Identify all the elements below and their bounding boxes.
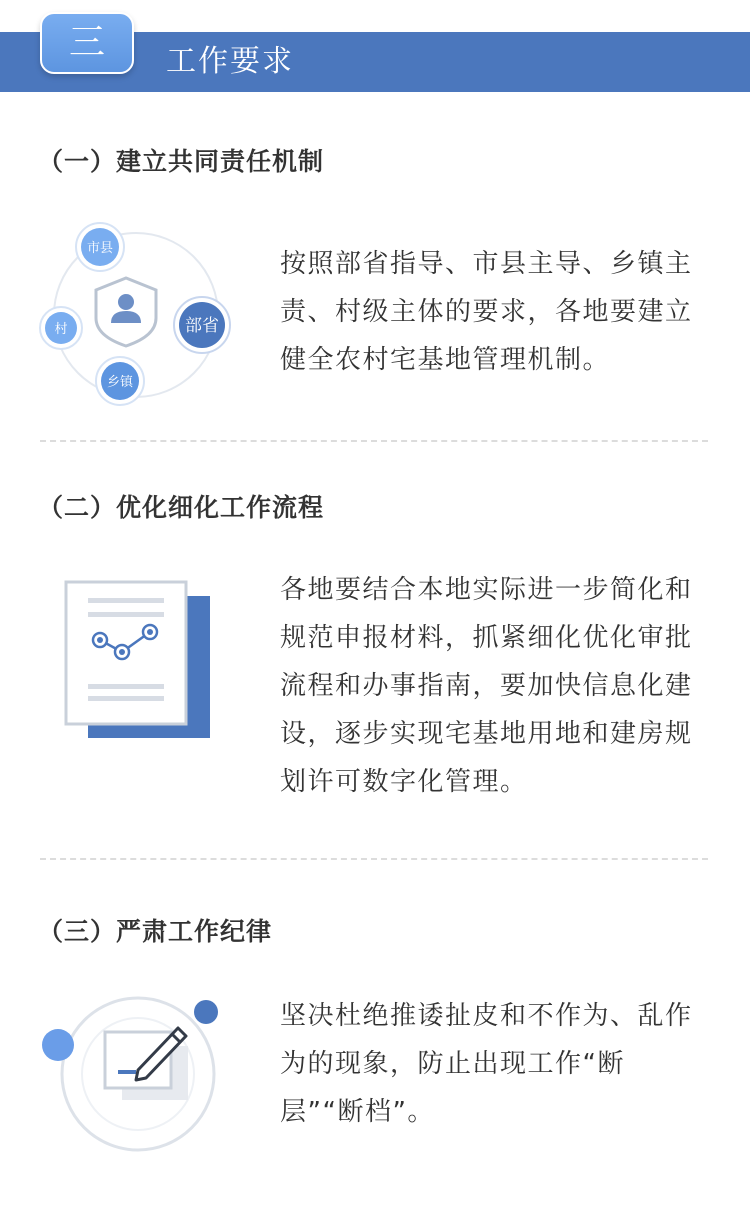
node-village: 村 xyxy=(54,322,68,337)
divider xyxy=(40,440,708,442)
responsibility-diagram xyxy=(38,220,238,410)
section-1-text: 按照部省指导、市县主导、乡镇主责、村级主体的要求，各地要建立健全农村宅基地管理机制。 xyxy=(280,249,693,375)
divider xyxy=(40,858,708,860)
header-title: 工作要求 xyxy=(166,44,294,79)
node-ministry-province: 部省 xyxy=(185,316,219,336)
section-number-badge: 三 xyxy=(40,12,134,74)
section-2-title: （二）优化细化工作流程 xyxy=(38,493,325,522)
node-township: 乡镇 xyxy=(106,375,134,390)
section-3-title: （三）严肃工作纪律 xyxy=(38,917,273,946)
section-3-text: 坚决杜绝推诿扯皮和不作为、乱作为的现象，防止出现工作“断层”“断档”。 xyxy=(280,1001,693,1127)
section-2-text: 各地要结合本地实际进一步简化和规范申报材料，抓紧细化优化审批流程和办事指南，要加快信息化建设，逐步实现宅基地用地和建房规划许可数字化管理。 xyxy=(280,575,693,797)
shield-user-icon xyxy=(96,278,156,346)
section-1-title: （一）建立共同责任机制 xyxy=(38,147,325,176)
node-city-county: 市县 xyxy=(86,241,114,256)
document-chart-icon xyxy=(62,578,214,743)
discipline-icon xyxy=(38,988,228,1153)
